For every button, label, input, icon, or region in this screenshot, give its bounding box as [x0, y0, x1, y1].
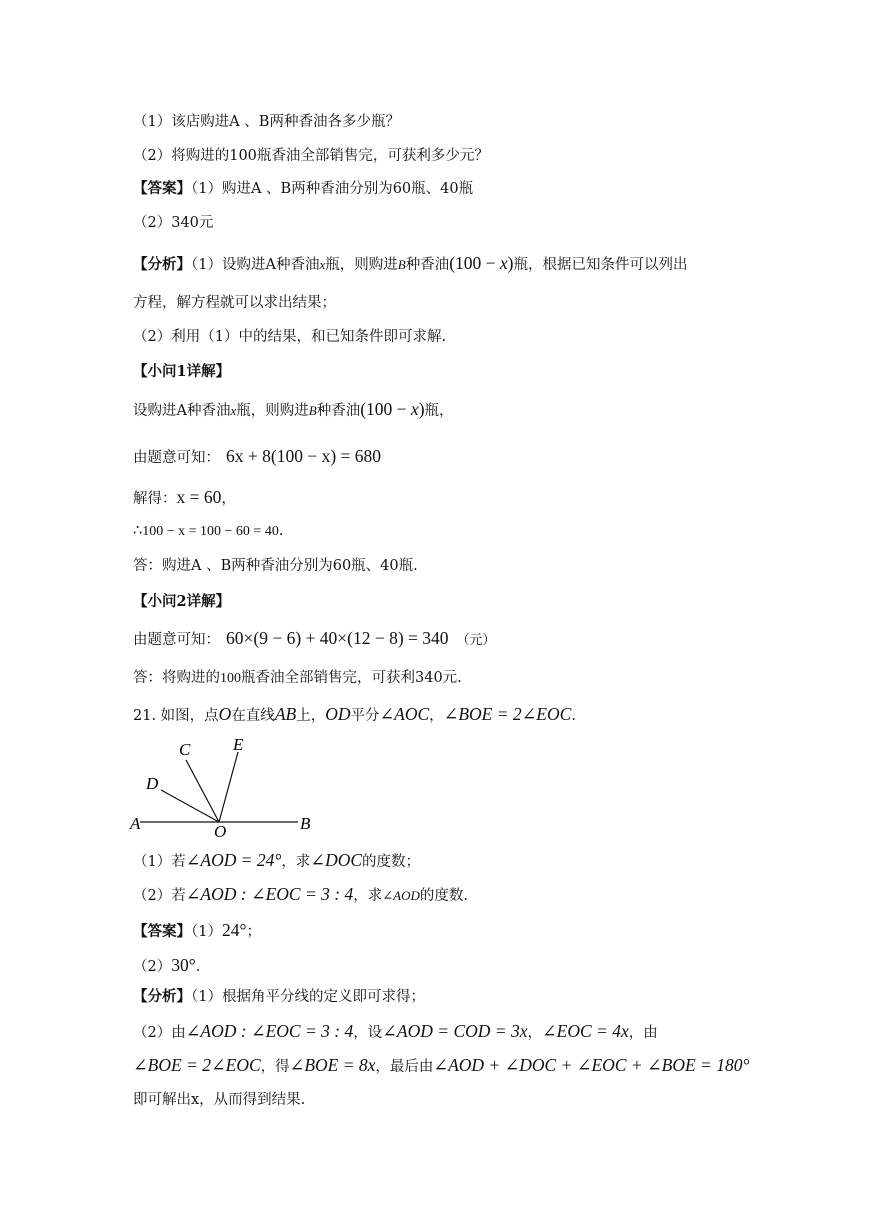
q20-analysis-line1: 【分析】（1）设购进A种香油x瓶，则购进B种香油(100 − x)瓶，根据已知条件可以列出 [133, 253, 688, 273]
q20-solve-line: 解得：x = 60， [133, 487, 236, 507]
equation-4: 60×(9 − 6) + 40×(12 − 8) = 340 [226, 628, 449, 648]
q21-part2: （2）若∠AOD : ∠EOC = 3 : 4，求∠AOD的度数. [133, 884, 468, 904]
label-o: O [214, 822, 227, 840]
q20-part2-question: （2）将购进的100瓶香油全部销售完，可获利多少元？ [133, 148, 489, 164]
q20-sub2-heading: 【小问2详解】 [133, 593, 231, 610]
q21-stem: 21. 如图，点O在直线AB上，OD平分∠AOC，∠BOE = 2∠EOC. [133, 704, 576, 724]
q21-analysis-line3: ∠BOE = 2∠EOC，得∠BOE = 8x，最后由∠AOD + ∠DOC + ∠EOC + ∠BOE = 180° [133, 1055, 750, 1075]
analysis-tag: 【分析】 [133, 256, 191, 273]
answer-text: （1）购进A 、B两种香油分别为60瓶、40瓶 [191, 181, 474, 197]
q21-answer-line2: （2）30°. [133, 955, 201, 975]
q21-analysis-line2: （2）由∠AOD : ∠EOC = 3 : 4，设∠AOD = COD = 3x，∠EOC = 4x，由 [133, 1021, 658, 1041]
q20-analysis-line3: （2）利用（1）中的结果，和已知条件即可求解. [133, 329, 447, 345]
var-x: x [319, 257, 326, 272]
q21-answer-line1: 【答案】（1）24°； [133, 920, 261, 940]
q20-therefore-line: ∴100 − x = 100 − 60 = 40. [133, 523, 284, 539]
q20-answer-line1 [133, 179, 473, 199]
q20-equation4-line: 由题意可知： 60×(9 − 6) + 40×(12 − 8) = 340 （元） [133, 628, 496, 648]
math-expr: (100 − x) [360, 399, 425, 419]
q20-sol1-line1: 设购进A种香油x瓶，则购进B种香油(100 − x)瓶， [133, 399, 454, 419]
q20-conclusion1: 答：购进A 、B两种香油分别为60瓶、40瓶. [133, 558, 418, 574]
q20-conclusion2: 答：将购进的100瓶香油全部销售完，可获利340元. [133, 670, 462, 686]
question-number: 21. [133, 708, 157, 724]
label-d: D [146, 774, 159, 793]
var-b: B [397, 257, 406, 272]
equation-3: 100 − x = 100 − 60 = 40 [142, 524, 279, 539]
math-expr: (100 − x) [449, 253, 514, 273]
q21-analysis-line1: 【分析】（1）根据角平分线的定义即可求得； [133, 988, 425, 1005]
answer-tag: 【答案】 [133, 180, 191, 197]
q21-analysis-line4: 即可解出x，从而得到结果. [133, 1092, 306, 1108]
label-a: A [130, 814, 141, 833]
equation-1: 6x + 8(100 − x) = 680 [226, 446, 382, 466]
label-b: B [300, 814, 311, 833]
label-c: C [179, 740, 191, 759]
ray-oe [219, 752, 238, 822]
q20-part1-question: （1）该店购进A 、B两种香油各多少瓶？ [133, 114, 400, 130]
var-x: x [230, 403, 237, 418]
var-b: B [308, 403, 317, 418]
q20-sub1-heading: 【小问1详解】 [133, 363, 231, 380]
q21-part1: （1）若∠AOD = 24°，求∠DOC的度数； [133, 850, 421, 870]
q20-analysis-line2: 方程，解方程就可以求出结果； [133, 295, 336, 311]
q20-answer-line2: （2）340元 [133, 215, 214, 231]
geometry-figure [128, 738, 318, 840]
q20-equation-line: 由题意可知： 6x + 8(100 − x) = 680 [133, 446, 382, 466]
equation-2: x = 60 [176, 487, 222, 507]
label-e: E [233, 738, 244, 754]
